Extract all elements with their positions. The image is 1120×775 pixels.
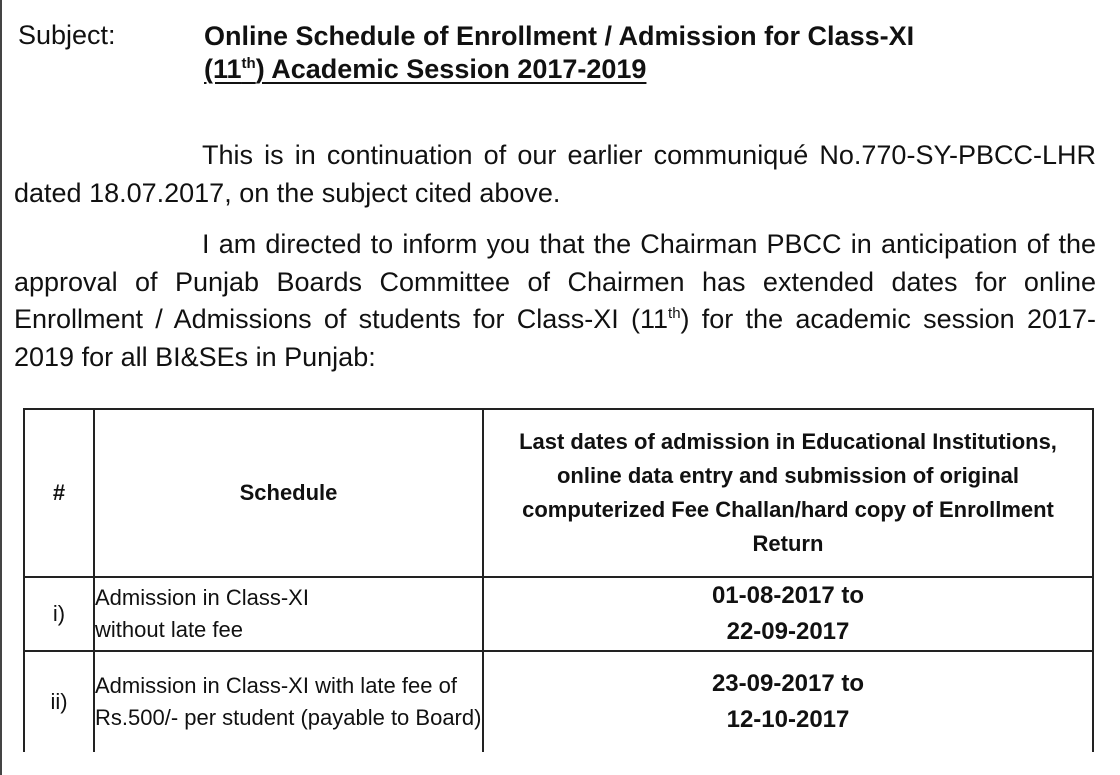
subject-title (204, 20, 1104, 86)
row-schedule-line1: Admission in Class-XI (95, 585, 309, 610)
row-date-to: 12-10-2017 (726, 706, 850, 733)
subject-title-line2-rest: ) Academic Session 2017-2019 (255, 54, 647, 84)
row-schedule-line2: without late fee (95, 617, 243, 642)
subject-title-line2 (204, 53, 1104, 86)
schedule-table (23, 408, 1094, 752)
paragraph-directive-sup: th (668, 305, 681, 322)
table-header-row (24, 409, 1093, 577)
header-last-dates: Last dates of admission in Educational Institutions, online data entry and submission of original computerized Fee Challan/hard copy of Enrollment Return (483, 409, 1093, 577)
row-date-to: 22-09-2017 (726, 618, 850, 645)
paragraph-directive (14, 226, 1096, 376)
row-number: i) (24, 577, 94, 651)
subject-label: Subject: (18, 20, 116, 50)
page-left-border (0, 0, 2, 775)
row-dates (483, 651, 1093, 752)
subject-title-line1: Online Schedule of Enrollment / Admission for Class-XI (204, 21, 915, 51)
paragraph-directive-tail: ) for the academic session 2017-2019 for all BI&SEs in Punjab: (14, 304, 1097, 372)
subject-title-line2-sup: th (241, 55, 256, 72)
row-date-from: 23-09-2017 to (711, 670, 865, 697)
paragraph-directive-text: I am directed to inform you that the Chairman PBCC in anticipation of the approval of Punjab Boards Committee of Chairmen has extended dates for online Enrollment / Admissions of students for Class-XI (11 (14, 229, 1096, 334)
row-schedule (94, 651, 483, 752)
row-schedule (94, 577, 483, 651)
row-number: ii) (24, 651, 94, 752)
row-dates (483, 577, 1093, 651)
subject-title-line2-prefix: (11 (204, 54, 242, 84)
paragraph-continuation-text: This is in continuation of our earlier communiqué No.770-SY-PBCC-LHR dated 18.07.2017, on the subject cited above. (14, 140, 1096, 208)
table-row (24, 577, 1093, 651)
row-schedule-line1: Admission in Class-XI with late fee of Rs.500/- per student (payable to Board) (95, 673, 482, 730)
header-schedule: Schedule (94, 409, 483, 577)
paragraph-continuation (14, 137, 1096, 212)
table-row (24, 651, 1093, 752)
header-number: # (24, 409, 94, 577)
row-date-from: 01-08-2017 to (711, 582, 865, 609)
